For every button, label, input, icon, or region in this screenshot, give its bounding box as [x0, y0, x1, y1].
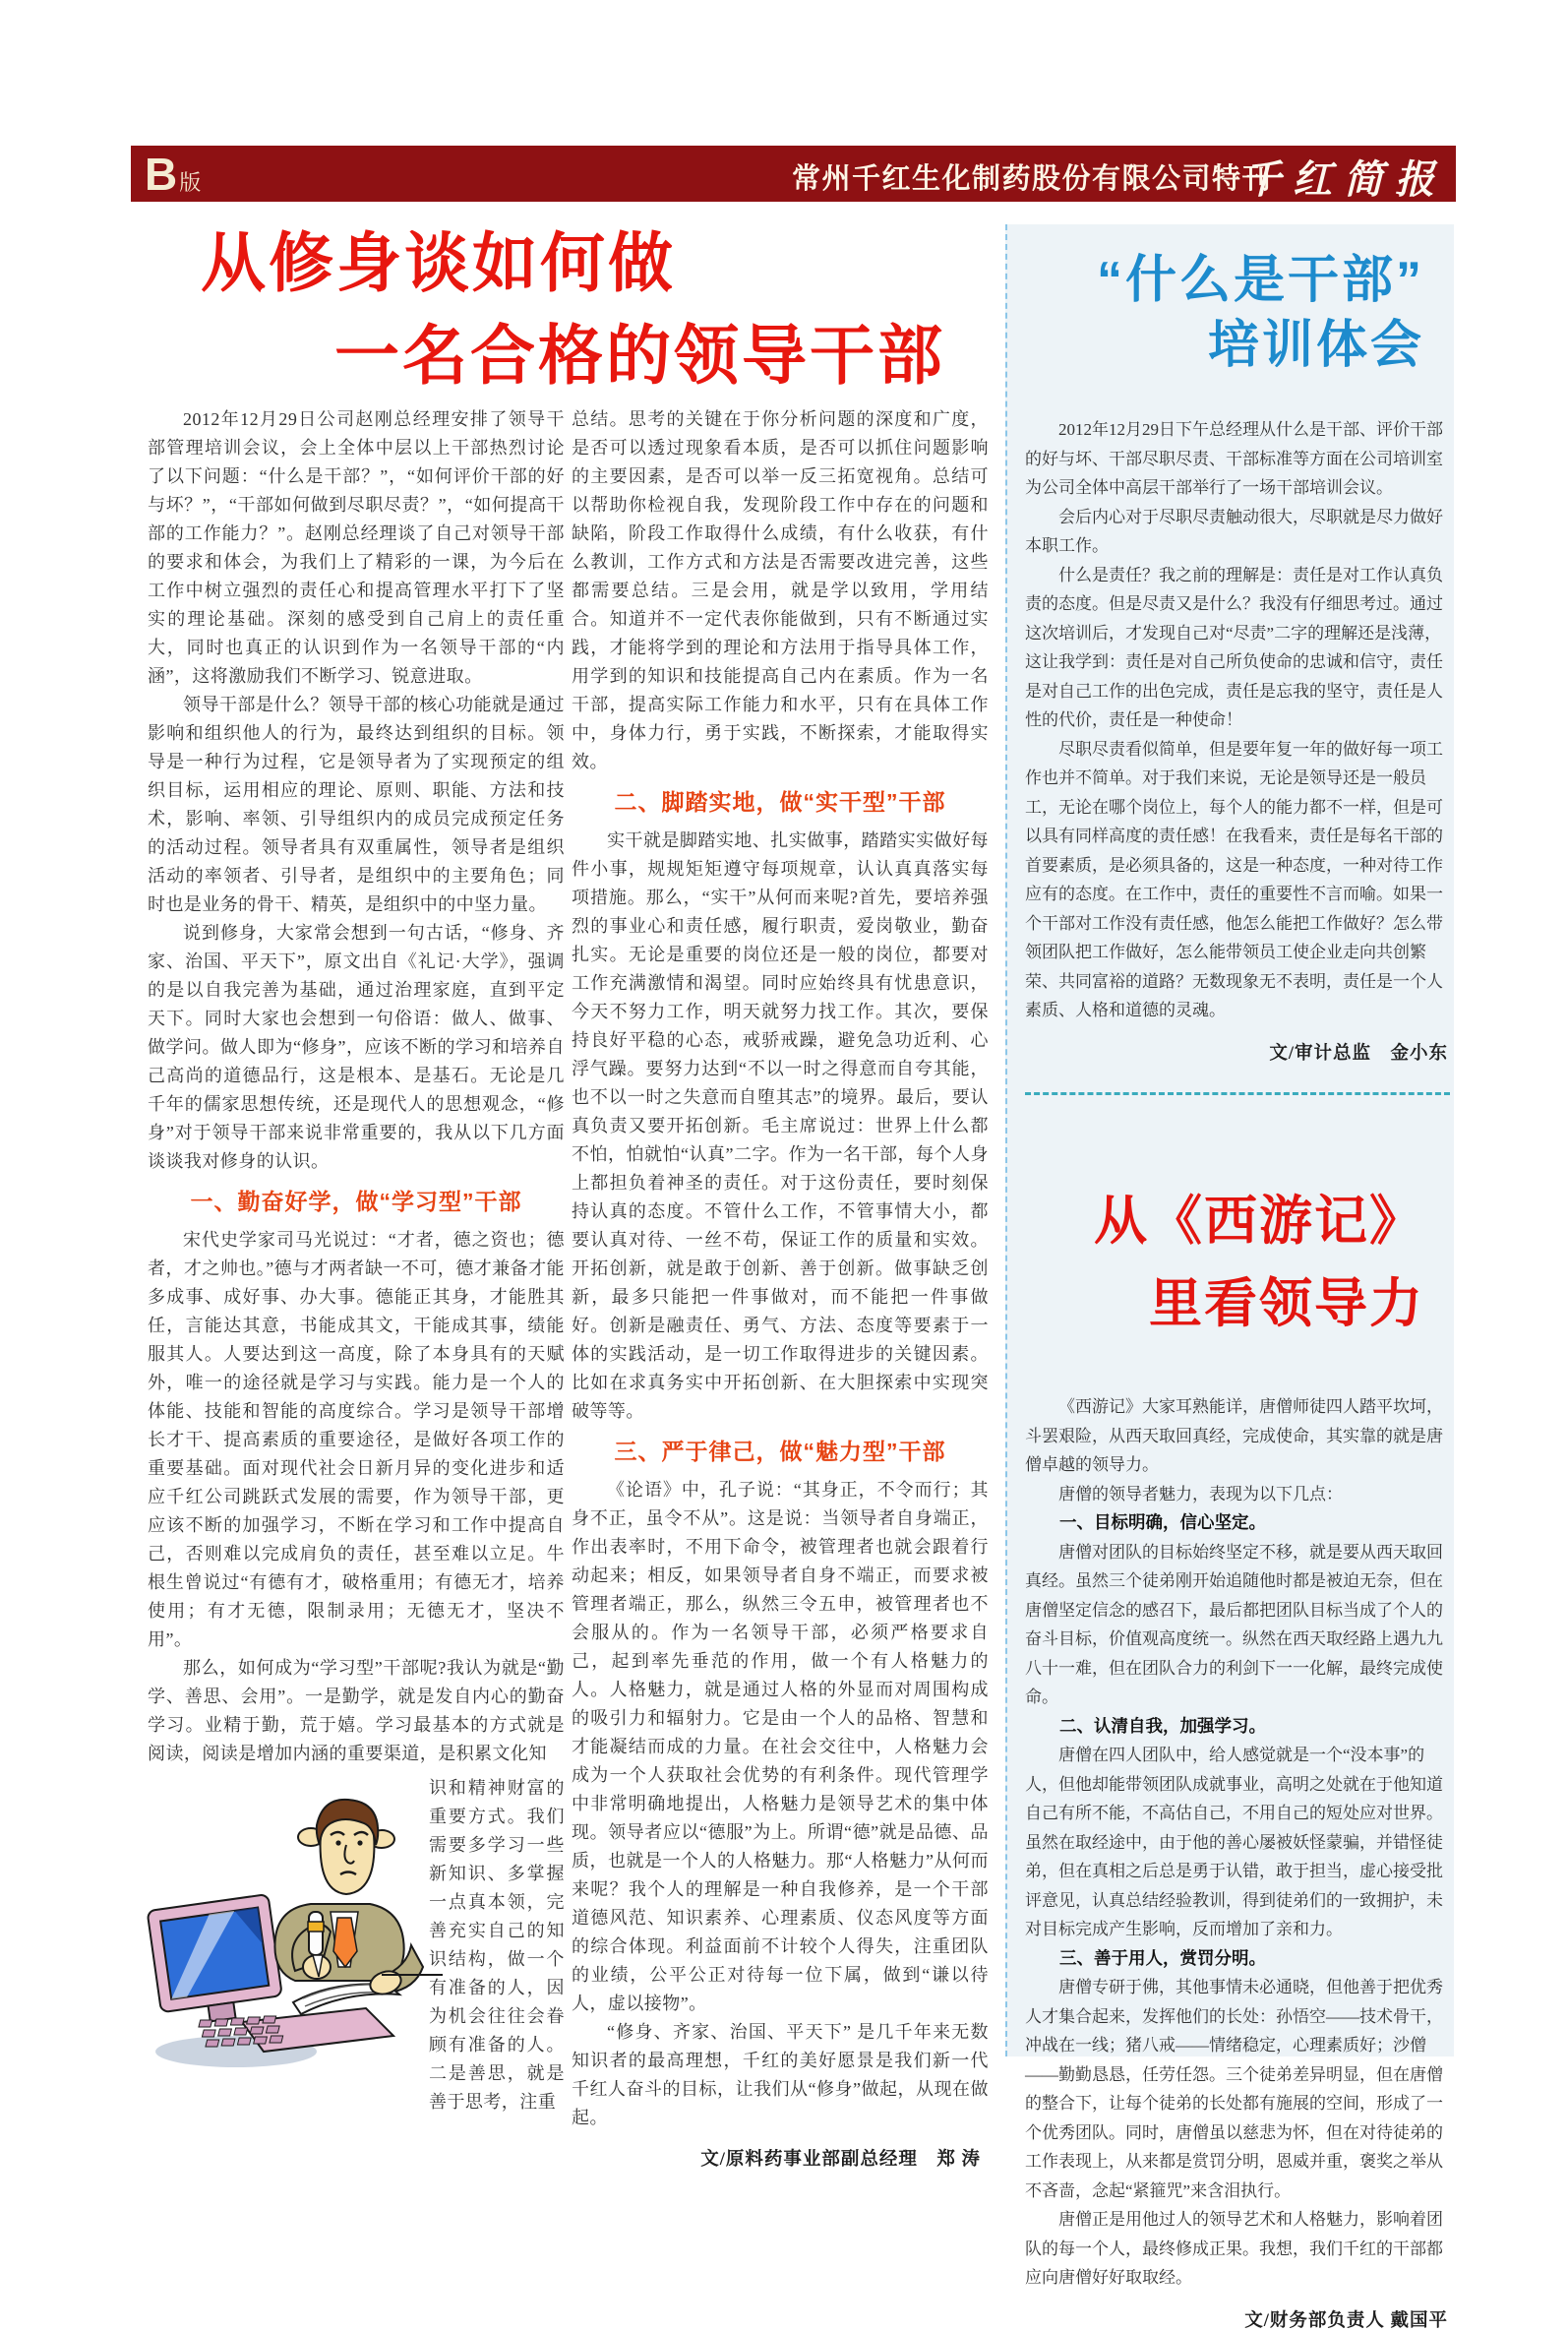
paragraph: 领导干部是什么？领导干部的核心功能就是通过影响和组织他人的行为，最终达到组织的目标。领导是一种行为过程，它是领导者为了实现预定的组织目标，运用相应的理论、原则、职能、方法和技术，影响、率领、引导组织内的成员完成预定任务的活动过程。领导者具有双重属性，领导者是组织活动的率领者、引导者，是组织中的主要角色；同时也是业务的骨干、精英，是组织中的中坚力量。 [148, 695, 565, 914]
column2-blocks [572, 405, 989, 2132]
crt-monitor [148, 1894, 284, 2028]
paragraph: 什么是责任？我之前的理解是：责任是对工作认真负责的态度。但是尽责又是什么？我没有仔细思考过。通过这次培训后，才发现自己对“尽责”二字的理解还是浅薄，这让我学到：责任是对自己所负使命的忠诚和信守，责任是对自己工作的出色完成，责任是忘我的坚守，责任是人性的代价，责任是一种使命！ [1025, 565, 1443, 729]
paragraph: 那么，如何成为“学习型”干部呢?我认为就是“勤学、善思、会用”。一是勤学，就是发自内心的勤奋学习。业精于勤，荒于嬉。学习最基本的方式就是阅读，阅读是增加内涵的重要渠道，是积累文化知 [148, 1658, 565, 1763]
column1-blocks [148, 405, 565, 1768]
paragraph: 总结。思考的关键在于你分析问题的深度和广度，是否可以透过现象看本质，是否可以抓住问题影响的主要因素，是否可以举一反三拓宽视角。总结可以帮助你检视自我，发现阶段工作中存在的问题和缺陷，阶段工作取得什么成绩，有什么收获，有什么教训，工作方式和方法是否需要改进完善，这些都需要总结。三是会用，就是学以致用，学用结合。知道并不一定代表你能做到，只有不断通过实践，才能将学到的理论和方法用于指导具体工作，用学到的知识和技能提高自己内在素质。作为一名干部，提高实际工作能力和水平，只有在具体工作中，身体力行，勇于实践，不断探索，才能取得实效。 [572, 409, 989, 771]
xiyouji-title-line1: 从《西游记》 [1094, 1192, 1424, 1251]
masthead-brand: 千红简报 [1241, 157, 1446, 202]
training-title-line1: “什么是干部” [1096, 252, 1424, 309]
edition-suffix: 版 [179, 170, 202, 195]
section-heading: 三、严于律己，做“魅力型”干部 [614, 1439, 946, 1464]
training-byline: 文/审计总监 金小东 [1269, 1043, 1448, 1064]
callout-line [382, 1974, 443, 1976]
wrapped-text: 识和精神财富的重要方式。我们需要多学习一些新知识、多掌握一点真本领，完善充实自己的知识结构，做一个有准备的人，因为机会往往会眷顾有准备的人。二是善思，就是善于思考，注重 [429, 1778, 565, 2112]
man [274, 1800, 423, 2014]
xiyouji-byline: 文/财务部负责人 戴国平 [1244, 2310, 1448, 2331]
paragraph: 2012年12月29日公司赵刚总经理安排了领导干部管理培训会议，会上全体中层以上干部热烈讨论了以下问题：“什么是干部？”，“如何评价干部的好与坏？”，“干部如何做到尽职尽责？”，“如何提高干部的工作能力？”。赵刚总经理谈了自己对领导干部的要求和体会，为我们上了精彩的一课，为今后在工作中树立强烈的责任心和提高管理水平打下了坚实的理论基础。深刻的感受到自己肩上的责任重大，同时也真正的认识到作为一名领导干部的“内涵”，这将激励我们不断学习、锐意进取。 [148, 409, 565, 686]
paragraph: 2012年12月29日下午总经理从什么是干部、评价干部的好与坏、干部尽职尽责、干部标准等方面在公司培训室为公司全体中高层干部举行了一场干部培训会议。 [1025, 420, 1443, 497]
paragraph: 唐僧对团队的目标始终坚定不移，就是要从西天取回真经。虽然三个徒弟刚开始追随他时都是被迫无奈，但在唐僧坚定信念的感召下，最后都把团队目标当成了个人的奋斗目标，价值观高度统一。纵然在西天取经路上遇九九八十一难，但在团队合力的利剑下一一化解，最终完成使命。 [1025, 1542, 1443, 1706]
section-heading: 二、脚踏实地，做“实干型”干部 [614, 789, 946, 815]
masthead-title: 常州千红生化制药股份有限公司特刊 [792, 163, 1273, 195]
training-blocks [1025, 415, 1450, 1025]
masthead-bar [131, 146, 1456, 202]
panel-divider [1025, 1092, 1450, 1095]
paragraph: 《西游记》大家耳熟能详，唐僧师徒四人踏平坎坷，斗罢艰险，从西天取回真经，完成使命，其实靠的就是唐僧卓越的领导力。 [1025, 1397, 1443, 1474]
article-column-2 [572, 405, 989, 2175]
paragraph: 说到修身，大家常会想到一句古话，“修身、齐家、治国、平天下”，原文出自《礼记·大学》，强调的是以自我完善为基础，通过治理家庭，直到平定天下。同时大家也会想到一句俗语：做人、做事、做学问。做人即为“修身”，应该不断的学习和培养自己高尚的道德品行，这是根本、是基石。无论是几千年的儒家思想传统，还是现代人的思想观念，“修身”对于领导干部来说非常重要的，我从以下几方面谈谈我对修身的认识。 [148, 923, 565, 1171]
section-heading: 三、善于用人，赏罚分明。 [1059, 1947, 1266, 1968]
xiyouji-title-line2: 里看领导力 [1149, 1274, 1424, 1333]
paragraph: 唐僧在四人团队中，给人感觉就是一个“没本事”的人，但他却能带领团队成就事业，高明之处就在于他知道自己有所不能，不高估自己，不用自己的短处应对世界。虽然在取经途中，由于他的善心屡被妖怪蒙骗，并错怪徒弟，但在真相之后总是勇于认错，敢于担当，虚心接受批评意见，认真总结经验教训，得到徒弟们的一致拥护，未对目标完成产生影响，反而增加了亲和力。 [1025, 1746, 1443, 1938]
main-title-line1: 从修身谈如何做 [201, 228, 676, 300]
paragraph: 唐僧正是用他过人的领导艺术和人格魅力，影响着团队的每一个人，最终修成正果。我想，我们千红的干部都应向唐僧好好取取经。 [1025, 2210, 1443, 2287]
paragraph: 尽职尽责看似简单，但是要年复一年的做好每一项工作也并不简单。对于我们来说，无论是领导还是一般员工，无论在哪个岗位上，每个人的能力都不一样，但是可以具有同样高度的责任感！在我看来，责任是每名干部的首要素质，是必须具备的，这是一种态度，一种对待工作应有的态度。在工作中，责任的重要性不言而喻。如果一个干部对工作没有责任感，他怎么能把工作做好？怎么带领团队把工作做好，怎么能带领员工使企业走向共创繁荣、共同富裕的道路？无数现象无不表明，责任是一个人素质、人格和道德的灵魂。 [1025, 739, 1443, 1019]
main-article-title [148, 218, 945, 403]
training-article-title [1025, 248, 1424, 378]
paragraph: 宋代史学家司马光说过：“才者，德之资也；德者，才之帅也。”德与才两者缺一不可，德才兼备才能多成事、成好事、办大事。德能正其身，才能胜其任，言能达其意，书能成其文，干能成其事，绩能服其人。人要达到这一高度，除了本身具有的天赋外，唯一的途径就是学习与实践。能力是一个人的体能、技能和智能的高度综合。学习是领导干部增长才干、提高素质的重要途径，是做好各项工作的重要基础。面对现代社会日新月异的变化进步和适应千红公司跳跃式发展的需要，作为领导干部，更应该不断的加强学习，不断在学习和工作中提高自己，否则难以完成肩负的责任，甚至难以立足。牛根生曾说过“有德有才，破格重用；有德无才，培养使用；有才无德，限制录用；无德无才，坚决不用”。 [148, 1230, 565, 1649]
section-heading: 二、认清自我，加强学习。 [1059, 1715, 1266, 1736]
main-title-line2: 一名合格的领导干部 [334, 321, 945, 393]
paragraph: “修身、齐家、治国、平天下” 是几千年来无数知识者的最高理想，千红的美好愿景是我们新一代千红人奋斗的目标，让我们从“修身”做起，从现在做起。 [572, 2022, 989, 2127]
section-heading: 一、勤奋好学，做“学习型”干部 [190, 1189, 522, 1214]
xiyouji-article-title [1025, 1180, 1424, 1345]
article-xiyouji [1025, 1180, 1450, 2332]
xiyouji-blocks [1025, 1392, 1450, 2293]
edition-label [145, 148, 201, 201]
main-article-byline: 文/原料药事业部副总经理 郑 涛 [700, 2150, 981, 2170]
paragraph: 实干就是脚踏实地、扎实做事，踏踏实实做好每件小事，规规矩矩遵守每项规章，认认真真落实每项措施。那么，“实干”从何而来呢?首先，要培养强烈的事业心和责任感，履行职责，爱岗敬业，勤奋扎实。无论是重要的岗位还是一般的岗位，都要对工作充满激情和渴望。同时应始终具有忧患意识，今天不努力工作，明天就努力找工作。其次，要保持良好平稳的心态，戒骄戒躁，避免急功近利、心浮气躁。要努力达到“不以一时之得意而自夸其能，也不以一时之失意而自堕其志”的境界。最后，要认真负责又要开拓创新。毛主席说过：世界上什么都不怕，怕就怕“认真”二字。作为一名干部，每个人身上都担负着神圣的责任。对于这份责任，要时刻保持认真的态度。不管什么工作，不管事情大小，都要认真对待、一丝不苟，保证工作的质量和实效。开拓创新，就是敢于创新、善于创新。做事缺乏创新，最多只能把一件事做对，而不能把一件事做好。创新是融责任、勇气、方法、态度等要素于一体的实践活动，是一切工作取得进步的关键因素。比如在求真务实中开拓创新、在大胆探索中实现突破等等。 [572, 830, 989, 1421]
paragraph: 《论语》中，孔子说：“其身正，不令而行；其身不正，虽令不从”。这是说：当领导者自身端正，作出表率时，不用下命令，被管理者也就会跟着行动起来；相反，如果领导者自身不端正，而要求被管理者端正，那么，纵然三令五申，被管理者也不会服从的。作为一名领导干部，必须严格要求自己，起到率先垂范的作用，做一个有人格魅力的人。人格魅力，就是通过人格的外显而对周围构成的吸引力和辐射力。它是由一个人的品格、智慧和才能凝结而成的力量。在社会交往中，人格魅力会成为一个人获取社会优势的有利条件。现代管理学中非常明确地提出，人格魅力是领导艺术的集中体现。领导者应以“德服”为上。所谓“德”就是品德、品质，也就是一个人的人格魅力。那“人格魅力”从何而来呢？我个人的理解是一种自我修养，是一个干部道德风范、知识素养、心理素质、仪态风度等方面的综合体现。利益面前不计较个人得失，注重团队的业绩，公平公正对待每一位下属，做到“谦以待人，虚以接物”。 [572, 1480, 989, 2013]
article-column-1 [148, 405, 565, 2117]
section-heading: 一、目标明确，信心坚定。 [1059, 1512, 1266, 1532]
man-at-computer-drawing [148, 1774, 427, 2069]
paragraph: 唐僧的领导者魅力，表现为以下几点： [1058, 1484, 1343, 1504]
figure-row [148, 1774, 565, 2117]
article-training [1025, 248, 1450, 1067]
edition-letter: B [145, 149, 178, 200]
cartoon-illustration [148, 1774, 427, 2069]
training-title-line2: 培训体会 [1207, 317, 1424, 374]
paragraph: 会后内心对于尽职尽责触动很大，尽职就是尽力做好本职工作。 [1025, 507, 1443, 555]
right-panel [1005, 224, 1454, 2331]
paragraph: 唐僧专研于佛，其他事情未必通晓，但他善于把优秀人才集合起来，发挥他们的长处：孙悟空——技术骨干，冲战在一线；猪八戒——情绪稳定，心理素质好；沙僧——勤勤恳恳，任劳任怨。三个徒弟差异明显，但在唐僧的整合下，让每个徒弟的长处都有施展的空间，形成了一个优秀团队。同时，唐僧虽以慈悲为怀，但在对待徒弟的工作表现上，从来都是赏罚分明，恩威并重，褒奖之举从不吝啬，念起“紧箍咒”来含泪执行。 [1025, 1978, 1443, 2200]
